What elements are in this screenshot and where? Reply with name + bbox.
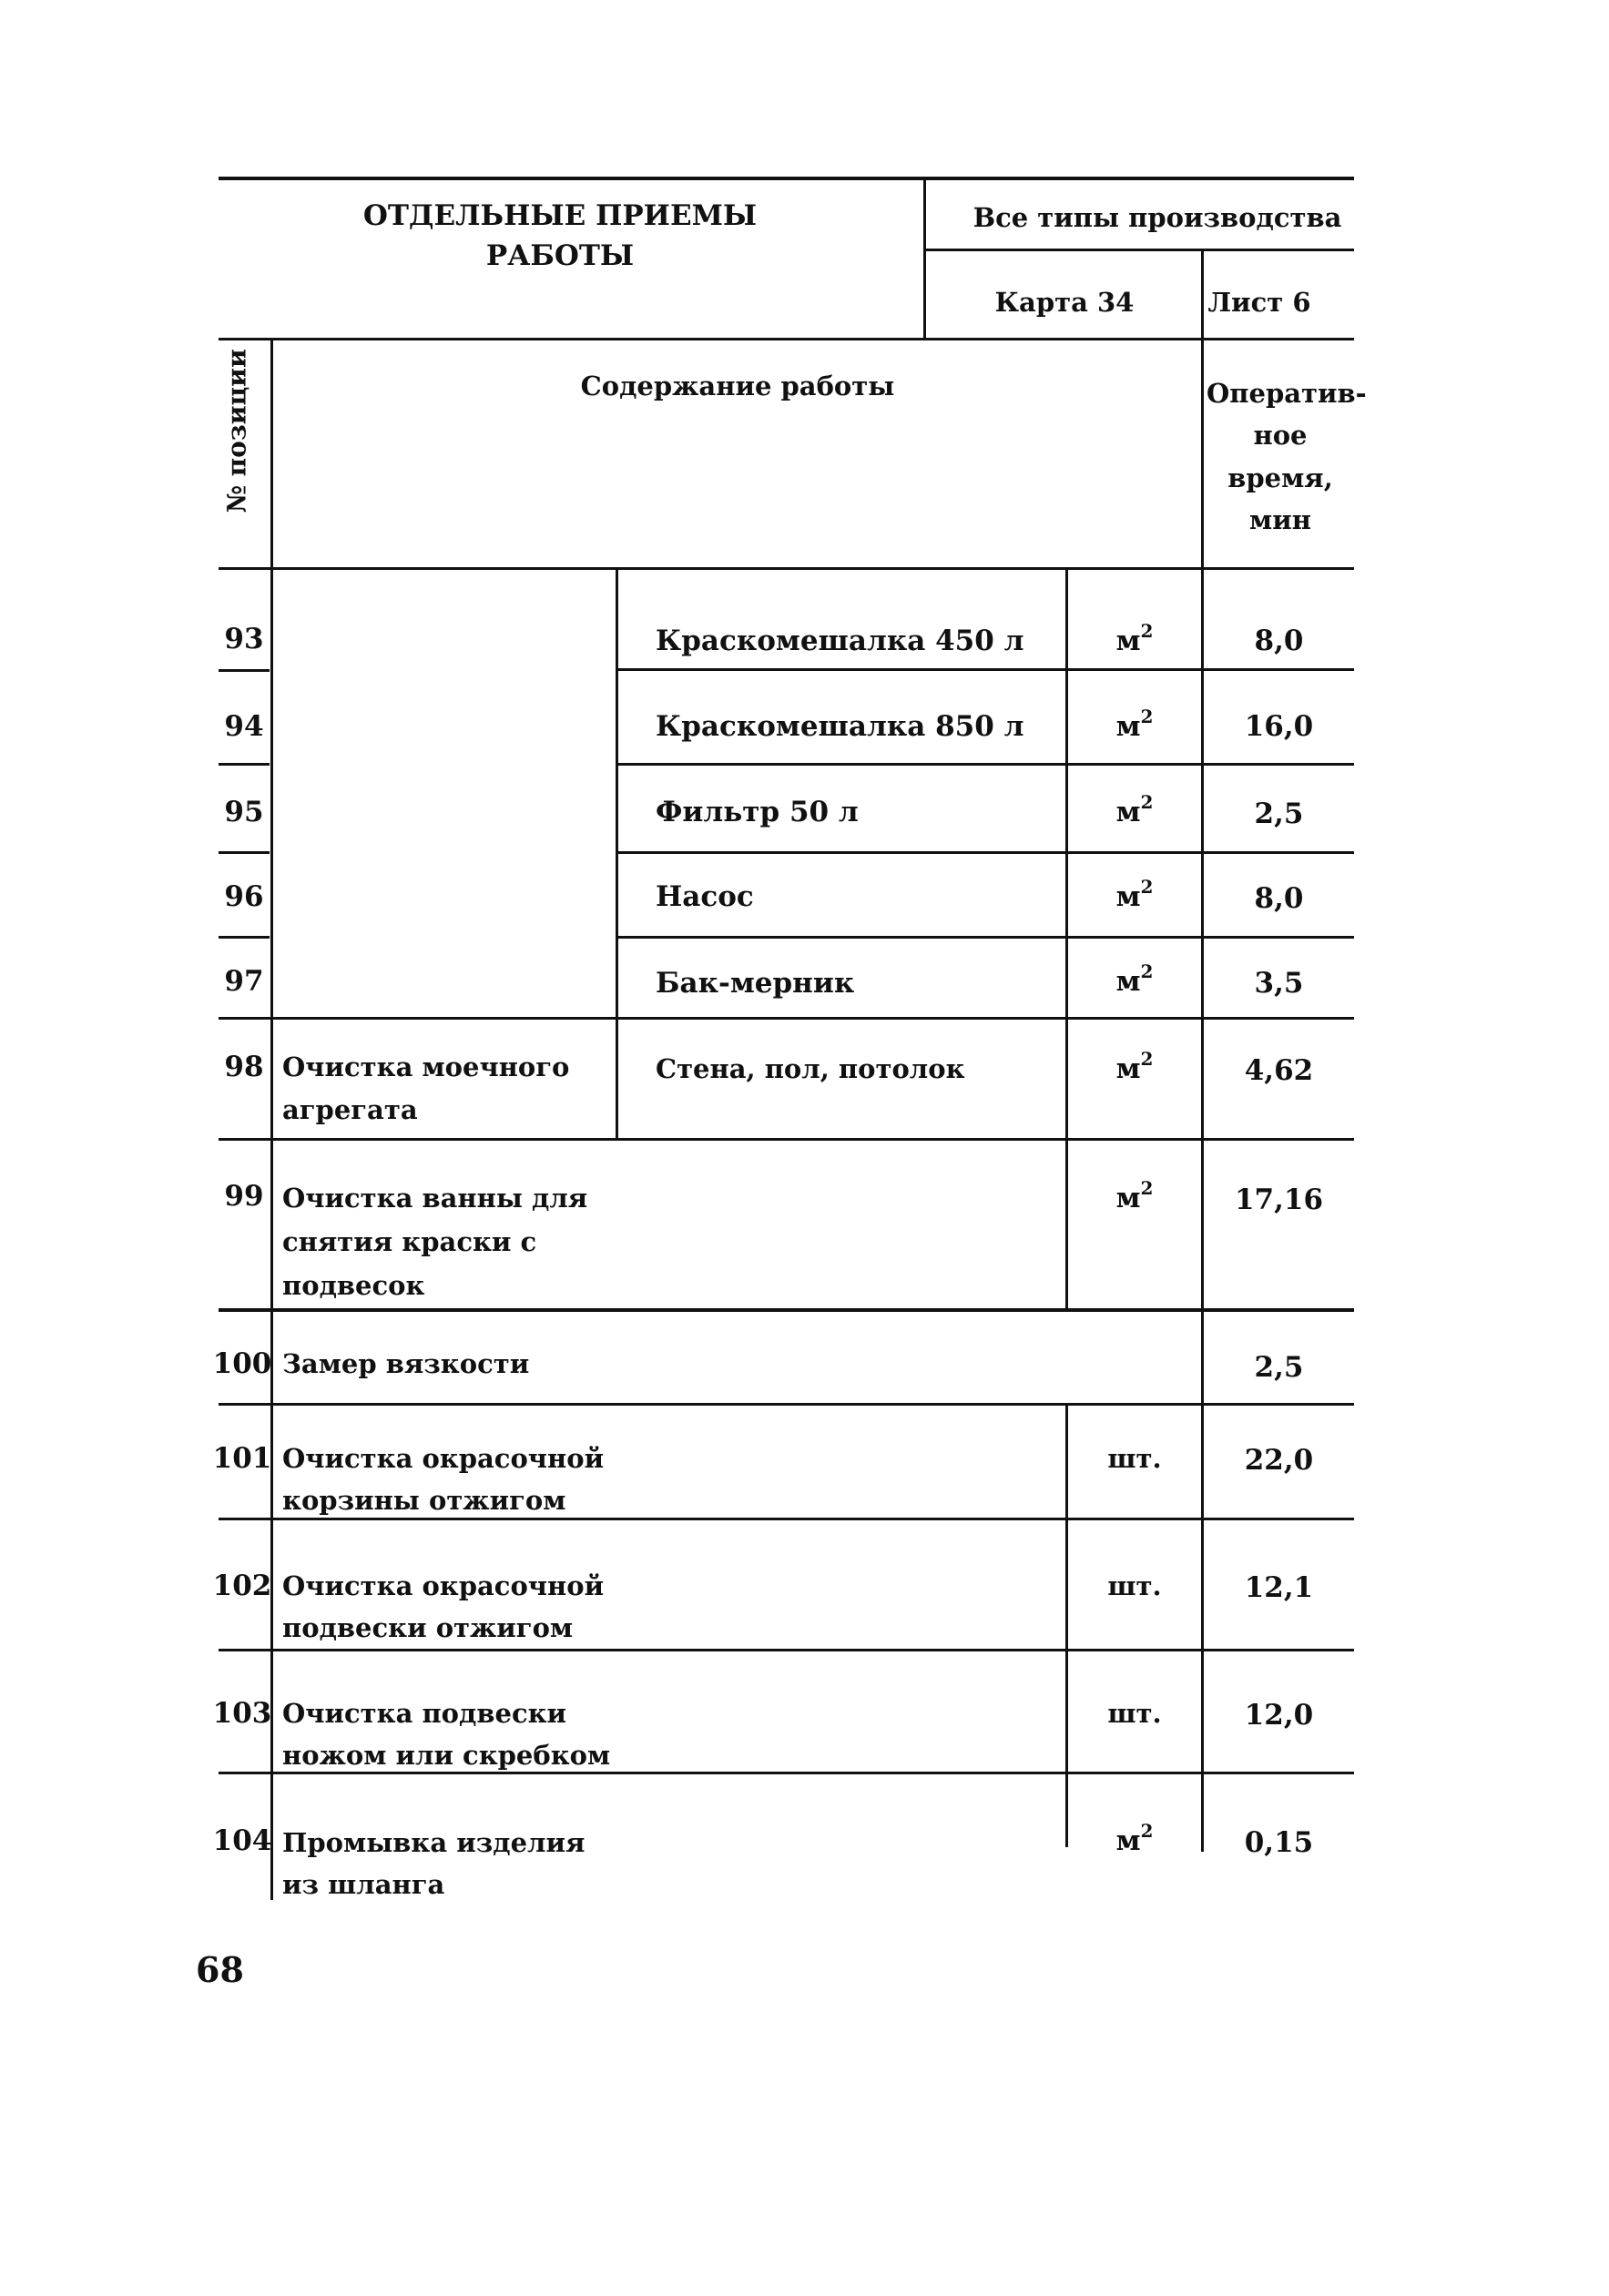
row-103-pos: 103	[212, 1697, 272, 1730]
row-102-unit: шт.	[1107, 1570, 1162, 1601]
row-98-work-line1: Очистка моечного	[282, 1051, 570, 1082]
row-rule-97	[219, 1017, 1354, 1020]
row-101-work-line2: корзины отжигом	[282, 1485, 566, 1516]
row-94-pos: 94	[224, 710, 264, 743]
row-94-time: 16,0	[1244, 710, 1314, 743]
header-title-line2: РАБОТЫ	[485, 239, 635, 272]
row-rule-99	[219, 1308, 1354, 1312]
column-time-line2: ное	[1253, 420, 1308, 451]
row-98-item: Стена, пол, потолок	[656, 1053, 965, 1084]
row-100-time: 2,5	[1254, 1351, 1304, 1384]
row-rule-100	[219, 1403, 1354, 1406]
row-101-time: 22,0	[1244, 1444, 1314, 1477]
row-97-pos: 97	[224, 965, 264, 998]
row-rule-95b	[616, 851, 1354, 854]
row-94-item: Краскомешалка 850 л	[656, 710, 1024, 743]
row-rule-94	[219, 763, 270, 766]
row-rule-96b	[616, 936, 1354, 939]
column-time-line1: Оператив-	[1207, 378, 1367, 409]
row-103-time: 12,0	[1244, 1699, 1314, 1732]
row-96-pos: 96	[224, 880, 264, 913]
row-97-item: Бак-мерник	[656, 967, 855, 1000]
row-rule-95	[219, 851, 270, 854]
row-102-time: 12,1	[1244, 1571, 1314, 1604]
row-103-work-line2: ножом или скребком	[282, 1740, 611, 1771]
row-104-work-line2: из шланга	[282, 1869, 445, 1900]
row-104-pos: 104	[212, 1824, 272, 1857]
pos-column-divider	[270, 338, 273, 1900]
row-104-unit: $м^2$	[1115, 1820, 1154, 1857]
row-rule-93	[219, 669, 270, 672]
row-99-unit: $м^2$	[1115, 1177, 1154, 1214]
row-rule-93b	[616, 668, 1354, 671]
row-96-time: 8,0	[1254, 882, 1304, 915]
row-99-pos: 99	[224, 1180, 264, 1213]
row-95-item: Фильтр 50 л	[656, 796, 859, 828]
column-work-content: Содержание работы	[580, 371, 895, 401]
row-99-work-line1: Очистка ванны для	[282, 1183, 588, 1214]
header-sheet: Лист 6	[1207, 287, 1311, 318]
row-95-pos: 95	[224, 796, 264, 828]
row-97-time: 3,5	[1254, 967, 1304, 1000]
row-101-work-line1: Очистка окрасочной	[282, 1443, 605, 1474]
page-number: 68	[196, 1949, 244, 1990]
header-divider	[923, 177, 926, 339]
row-100-work-line1: Замер вязкости	[282, 1348, 530, 1379]
row-rule-96	[219, 936, 270, 939]
header-mid-rule	[923, 249, 1354, 251]
row-95-unit: $м^2$	[1115, 791, 1154, 828]
row-99-work-line2: снятия краски с	[282, 1226, 537, 1257]
header-title-line1: ОТДЕЛЬНЫЕ ПРИЕМЫ	[362, 199, 758, 232]
row-rule-94b	[616, 763, 1354, 766]
row-97-unit: $м^2$	[1115, 960, 1154, 998]
row-102-work-line2: подвески отжигом	[282, 1612, 574, 1643]
header-card: Карта 34	[994, 287, 1135, 318]
row-98-unit: $м^2$	[1115, 1048, 1154, 1085]
row-103-work-line1: Очистка подвески	[282, 1698, 567, 1729]
row-98-work-line2: агрегата	[282, 1094, 418, 1125]
column-position-no: № позиции	[221, 349, 252, 513]
row-94-unit: $м^2$	[1115, 706, 1154, 743]
row-104-work-line1: Промывка изделия	[282, 1827, 586, 1858]
header-production-type: Все типы производства	[973, 202, 1342, 233]
row-96-unit: $м^2$	[1115, 876, 1154, 913]
row-103-unit: шт.	[1107, 1698, 1162, 1729]
row-98-time: 4,62	[1244, 1054, 1314, 1087]
time-column-divider	[1201, 338, 1204, 1852]
column-time-line4: мин	[1249, 504, 1311, 535]
row-99-work-line3: подвесок	[282, 1270, 425, 1301]
row-102-pos: 102	[212, 1570, 272, 1602]
row-101-pos: 101	[212, 1442, 272, 1475]
column-header-bottom-rule	[219, 567, 1354, 570]
row-93-pos: 93	[224, 623, 264, 655]
row-102-work-line1: Очистка окрасочной	[282, 1570, 605, 1601]
row-100-pos: 100	[212, 1347, 272, 1380]
row-93-item: Краскомешалка 450 л	[656, 625, 1024, 657]
row-104-time: 0,15	[1244, 1826, 1314, 1859]
column-header-top-rule	[219, 338, 1354, 340]
row-96-item: Насос	[656, 880, 754, 913]
column-time-line3: время,	[1227, 462, 1333, 493]
row-98-pos: 98	[224, 1051, 264, 1083]
row-93-unit: $м^2$	[1115, 620, 1154, 657]
row-99-time: 17,16	[1234, 1184, 1324, 1216]
row-rule-98	[219, 1138, 1354, 1141]
item-column-divider	[616, 567, 618, 1141]
header-top-rule	[219, 177, 1354, 180]
row-93-time: 8,0	[1254, 625, 1304, 657]
row-101-unit: шт.	[1107, 1443, 1162, 1474]
row-95-time: 2,5	[1254, 798, 1304, 830]
